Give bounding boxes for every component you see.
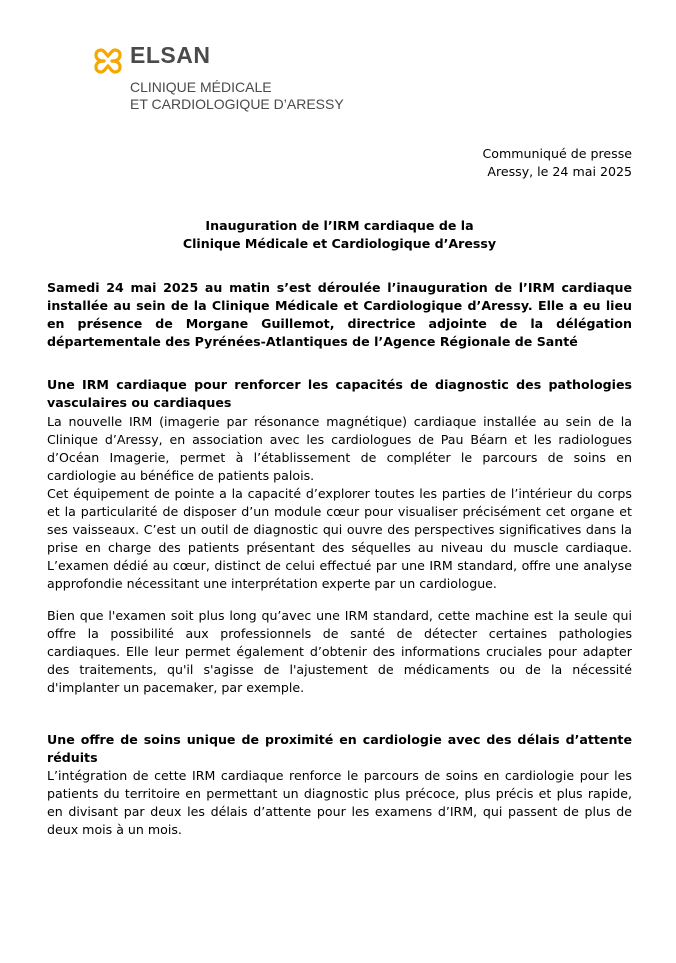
section1-paragraph-2: Cet équipement de pointe a la capacité d’explorer toutes les parties de l’intérieur du corps et la particularité de disposer d’un module cœur pour visualiser précisément cet organe et ses vaisseaux. C’est un outil de diagnostic qui ouvre des perspectives significatives dans la prise en charge des patients présentant des séquelles au niveau du muscle cardiaque. L’examen dédié au cœur, distinct de celui effectué par une IRM standard, offre une analyse approfondie nécessitant une interprétation experte par un cardiologue.: [47, 486, 632, 591]
section2-paragraph-1: L’intégration de cette IRM cardiaque renforce le parcours de soins en cardiologie pour les patients du territoire en permettant un diagnostic plus précoce, plus précis et plus rapide, en divisant par deux les délais d’attente pour les examens d’IRM, qui passent de plus de deux mois à un mois.: [47, 768, 632, 837]
logo-line2: ET CARDIOLOGIQUE D’ARESSY: [130, 96, 344, 112]
logo-line1: CLINIQUE MÉDICALE: [130, 79, 272, 95]
title-line-2: Clinique Médicale et Cardiologique d’Aressy: [182, 236, 497, 251]
elsan-logo-icon: [94, 48, 122, 74]
section1-paragraph-1: La nouvelle IRM (imagerie par résonance magnétique) cardiaque installée au sein de la Clinique d’Aressy, en association avec les cardiologues de Pau Béarn et les radiologues d’Océan Imagerie, permet à l’établissement de compléter le parcours de soins en cardiologie au bénéfice de patients palois.: [47, 414, 632, 483]
press-meta: [483, 145, 632, 181]
section1-paragraph-3: Bien que l'examen soit plus long qu’avec une IRM standard, cette machine est la seule qui offre la possibilité aux professionnels de santé de détecter certaines pathologies cardiaques. Elle leur permet également d’obtenir des informations cruciales pour adapter des traitements, qu'il s'agisse de l'ajustement de médicaments ou de la nécessité d'implanter un pacemaker, par exemple.: [47, 608, 632, 695]
logo-brand: ELSAN: [130, 42, 211, 68]
place-date: Aressy, le 24 mai 2025: [487, 164, 632, 179]
section2-heading: Une offre de soins unique de proximité en cardiologie avec des délais d’attente réduits: [47, 732, 632, 765]
section1-heading: Une IRM cardiaque pour renforcer les capacités de diagnostic des pathologies vasculaires ou cardiaques: [47, 377, 632, 410]
doc-type: Communiqué de presse: [482, 146, 632, 161]
document-title: [47, 217, 632, 253]
lead-paragraph: Samedi 24 mai 2025 au matin s’est déroulée l’inauguration de l’IRM cardiaque installée au sein de la Clinique Médicale et Cardiologique d’Aressy. Elle a eu lieu en présence de Morgane Guillemot, directrice adjointe de la délégation départementale des Pyrénées-Atlantiques de l’Agence Régionale de Santé: [47, 280, 632, 349]
title-line-1: Inauguration de l’IRM cardiaque de la: [205, 218, 474, 233]
